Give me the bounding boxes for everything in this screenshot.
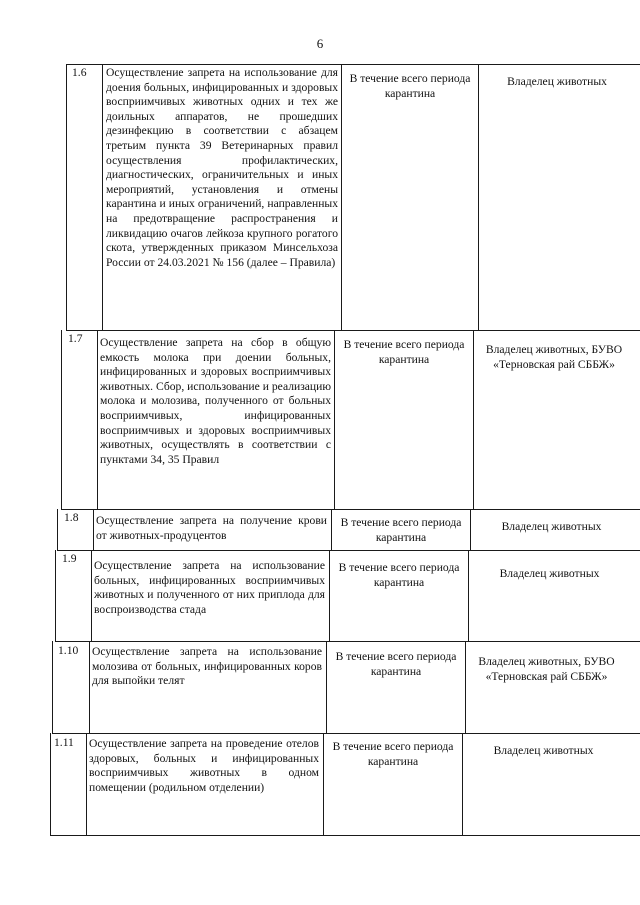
measure-term: В течение всего периода карантина xyxy=(332,740,454,768)
column-divider xyxy=(89,641,90,733)
row-divider xyxy=(57,550,640,551)
row-divider xyxy=(66,330,640,331)
page-number: 6 xyxy=(316,36,324,51)
responsible-party: Владелец животных xyxy=(501,520,602,533)
measure-description: Осуществление запрета на проведение отелов здоровых, больных и инфицированных восприимчивых животных в одном помещении (родильном отделении) xyxy=(89,737,319,794)
row-number: 1.6 xyxy=(72,66,87,79)
responsible-party: Владелец животных, БУВО «Терновская рай СББЖ» xyxy=(485,343,623,371)
measure-term: В течение всего периода карантина xyxy=(340,516,462,544)
column-divider xyxy=(473,330,474,509)
row-number: 1.8 xyxy=(64,511,79,524)
table-border-left xyxy=(52,641,53,733)
row-divider xyxy=(55,641,640,642)
column-divider xyxy=(102,64,103,330)
table-border-left xyxy=(50,733,51,835)
row-number: 1.10 xyxy=(58,644,79,657)
column-divider xyxy=(341,64,342,330)
column-divider xyxy=(326,641,327,733)
column-divider xyxy=(91,550,92,641)
column-divider xyxy=(468,550,469,641)
row-divider xyxy=(52,733,640,734)
responsible-party: Владелец животных xyxy=(499,567,600,580)
column-divider xyxy=(93,509,94,550)
column-divider xyxy=(97,330,98,509)
row-divider xyxy=(61,509,640,510)
column-divider xyxy=(331,509,332,550)
measure-description: Осуществление запрета на получение крови от животных-продуцентов xyxy=(96,514,327,542)
column-divider xyxy=(465,641,466,733)
column-divider xyxy=(329,550,330,641)
responsible-party: Владелец животных, БУВО «Терновская рай СББЖ» xyxy=(478,655,615,683)
responsible-party: Владелец животных xyxy=(507,75,607,88)
measure-term: В течение всего периода карантина xyxy=(349,72,471,100)
measure-term: В течение всего периода карантина xyxy=(338,561,460,589)
measure-description: Осуществление запрета на сбор в общую емкость молока при доении больных, инфицированных и здоровых восприимчивых животных. Сбор, использование и реализацию молока и молозива, полученного от больных восприимчивых, инфицированных восприимчивых и здоровых восприимчивых животных, осуществлять в соответствии с пунктами 34, 35 Правил xyxy=(100,336,331,466)
measure-description: Осуществление запрета на использование молозива от больных, инфицированных коров для выпойки телят xyxy=(92,645,322,688)
measure-description: Осуществление запрета на использование больных, инфицированных восприимчивых животных и полученного от них приплода для воспроизводства стада xyxy=(94,559,325,616)
column-divider xyxy=(462,733,463,835)
column-divider xyxy=(86,733,87,835)
table-border-left xyxy=(61,330,62,509)
column-divider xyxy=(323,733,324,835)
measure-term: В течение всего периода карантина xyxy=(335,650,457,678)
table-border-bottom xyxy=(50,835,640,836)
responsible-party: Владелец животных xyxy=(493,744,594,757)
column-divider xyxy=(478,64,479,330)
measure-description: Осуществление запрета на использование для доения больных, инфицированных и здоровых восприимчивых животных одних и тех же доильных аппаратов, не прошедших дезинфекцию в соответствии с абзацем третьим пункта 39 Ветеринарных правил осуществления профилактических, диагностических, ограничительных и иных мероприятий, установления и отмены карантина и иных ограничений, направленных на предотвращение распространения и ликвидацию очагов лейкоза крупного рогатого скота, утвержденных приказом Минсельхоза России от 24.03.2021 № 156 (далее – Правила) xyxy=(106,66,338,269)
table-border-left xyxy=(57,509,58,550)
table-border-left xyxy=(55,550,56,641)
column-divider xyxy=(470,509,471,550)
row-number: 1.7 xyxy=(68,332,83,345)
measure-term: В течение всего периода карантина xyxy=(343,338,465,366)
row-number: 1.11 xyxy=(54,736,74,749)
table-border-left xyxy=(66,64,67,330)
row-number: 1.9 xyxy=(62,552,77,565)
column-divider xyxy=(334,330,335,509)
